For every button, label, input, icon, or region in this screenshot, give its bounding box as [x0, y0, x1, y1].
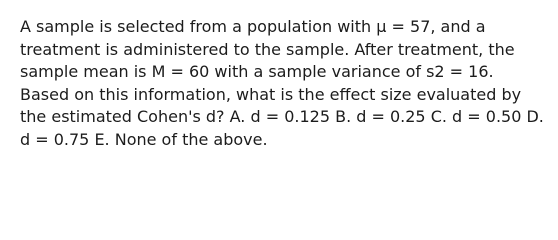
question-text: [20, 16, 550, 152]
question-line-6: d = 0.75 E. None of the above.: [20, 129, 268, 149]
question-line-3: sample mean is M = 60 with a sample variance of s2 = 16.: [20, 62, 494, 82]
question-line-2: treatment is administered to the sample. After treatment, the: [20, 39, 515, 59]
question-line-5: the estimated Cohen's d? A. d = 0.125 B. d = 0.25 C. d = 0.50 D.: [20, 107, 544, 127]
question-line-1: A sample is selected from a population with μ = 57, and a: [20, 17, 486, 36]
question-line-4: Based on this information, what is the effect size evaluated by: [20, 84, 522, 104]
